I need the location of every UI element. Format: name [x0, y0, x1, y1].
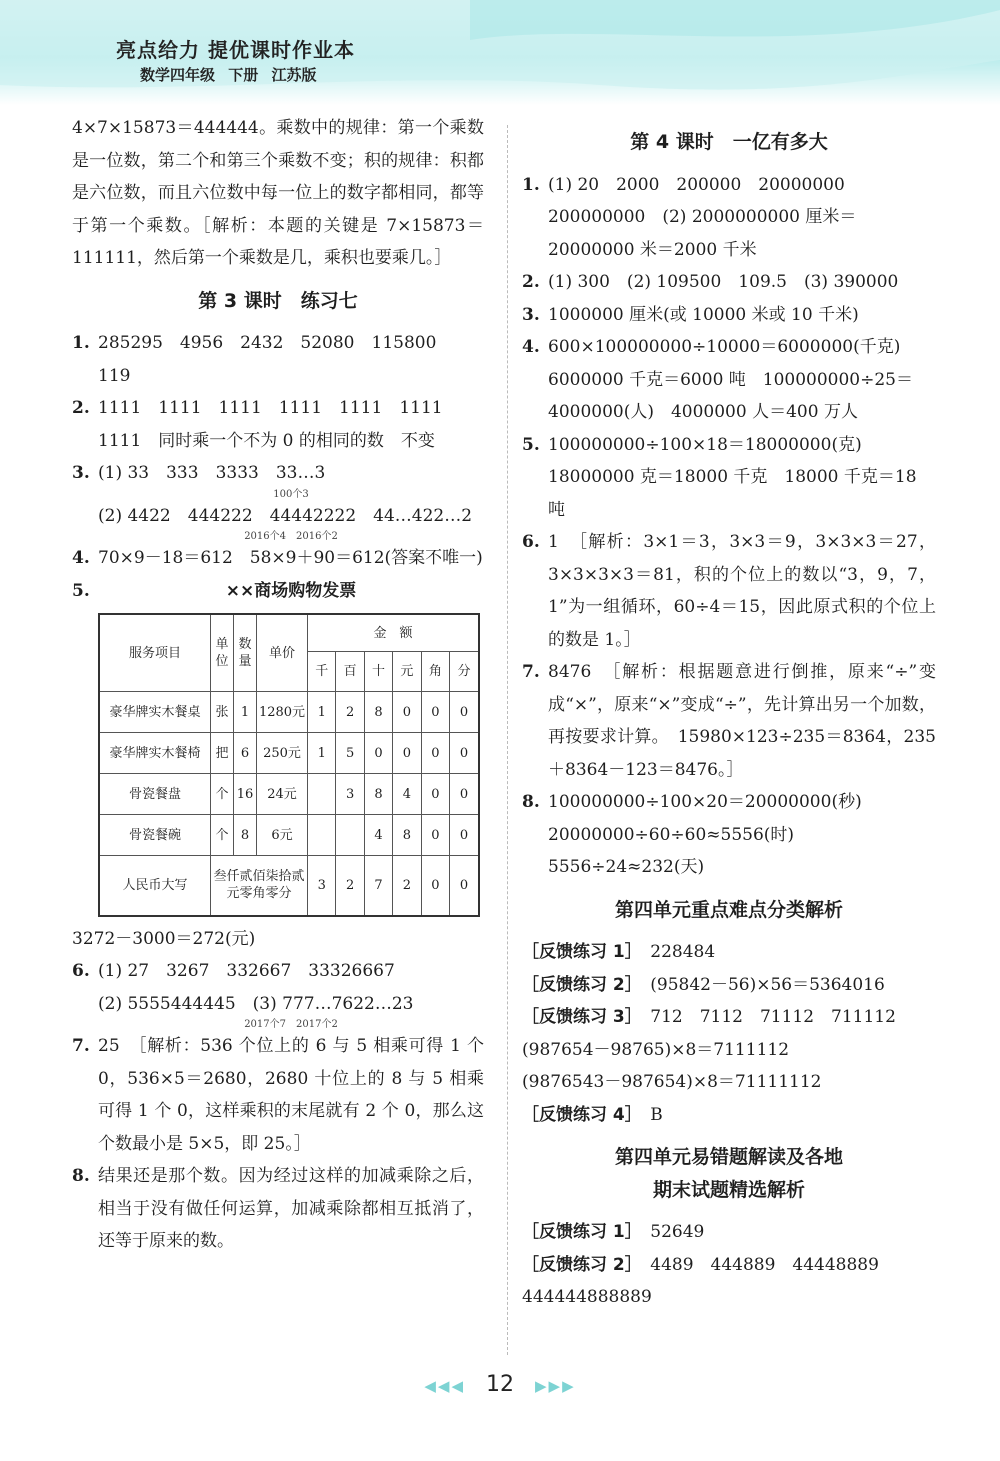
question-6	[522, 526, 936, 656]
cell-unit: 个	[211, 774, 234, 815]
header-item: 服务项目	[99, 614, 211, 692]
question-8	[522, 786, 936, 884]
cell-item: 豪华牌实木餐桌	[99, 692, 211, 733]
table-row	[99, 692, 479, 733]
feedback-tag: ［反馈练习 1］	[522, 942, 634, 962]
question-number: 2.	[522, 272, 540, 292]
error-analysis-heading: 第四单元易错题解读及各地	[614, 1146, 843, 1168]
cell-digit: 4	[393, 774, 421, 815]
feedback-line: 444444888889	[522, 1287, 652, 1307]
question-number: 7.	[522, 662, 540, 682]
answer-text: 70×9－18＝612 58×9＋90＝612(答案不唯一)	[98, 548, 483, 568]
question-number: 1.	[522, 174, 540, 195]
answer-part: 100000000÷100×20＝20000000(秒)	[548, 792, 862, 812]
invoice-title: ××商场购物发票	[225, 580, 357, 601]
feedback-item	[522, 1001, 936, 1034]
feedback-tag: ［反馈练习 4］	[522, 1104, 634, 1125]
question-number: 7.	[72, 1036, 90, 1056]
cell-qty: 6	[234, 733, 257, 774]
invoice-calculation: 3272－3000＝272(元)	[72, 928, 256, 949]
cell-digit: 3	[336, 774, 364, 815]
cell-digit: 0	[364, 733, 392, 774]
question-1	[72, 327, 484, 392]
header-amount: 金 额	[308, 614, 480, 652]
column-divider	[507, 125, 508, 1355]
digit-header: 分	[450, 652, 479, 692]
table-row	[99, 733, 479, 774]
error-analysis-heading-2: 期末试题精选解析	[652, 1178, 805, 1201]
cell-digit: 0	[450, 815, 479, 856]
cell-unit: 把	[211, 733, 234, 774]
cell-unit: 个	[211, 815, 234, 856]
header-qty: 数量	[234, 614, 257, 692]
digit-header: 千	[308, 652, 336, 692]
lesson-3-heading: 第 3 课时 练习七	[198, 289, 358, 312]
cell-qty: 1	[234, 692, 257, 733]
cell-digit: 0	[421, 692, 449, 733]
feedback-answer: 52649	[650, 1222, 705, 1242]
cell-price: 6元	[257, 815, 308, 856]
page-number: 12	[486, 1372, 514, 1397]
answer-text: 600×100000000÷10000＝6000000(千克) 6000000 千克＝6000 吨 100000000÷25＝4000000(人) 4000000 人＝400 万人	[548, 337, 918, 422]
series-title: 亮点给力 提优课时作业本	[116, 38, 355, 62]
brace-note: 2017个7 2017个2	[244, 1019, 338, 1030]
question-7	[72, 1030, 484, 1160]
answer-text	[548, 786, 936, 884]
next-arrows-icon: ▶▶▶	[535, 1377, 576, 1395]
feedback-tag: ［反馈练习 2］	[522, 974, 634, 995]
feedback-item	[522, 936, 936, 969]
cell-digit: 8	[364, 692, 392, 733]
question-number: 3.	[72, 463, 90, 483]
answer-text: 8476 ［解析：根据题意进行倒推，原来“÷”变成“×”，原来“×”变成“÷”，先计算出另一个加数，再按要求计算。 15980×123÷235＝8364，235＋8364－123＝8476。］	[548, 662, 936, 780]
cell-digit: 4	[364, 815, 392, 856]
question-6	[72, 955, 484, 1030]
digit-header: 十	[364, 652, 392, 692]
total-row	[99, 856, 479, 916]
cell-digit	[308, 815, 336, 856]
feedback-tag: ［反馈练习 3］	[522, 1007, 634, 1027]
answer-text: 285295 4956 2432 52080 115800 119	[98, 333, 454, 386]
answer-text	[98, 955, 484, 1030]
cell-digit: 0	[450, 733, 479, 774]
question-7	[522, 656, 936, 786]
cell-digit: 0	[421, 774, 449, 815]
answer-text: 结果还是那个数。因为经过这样的加减乘除之后，相当于没有做任何运算，加减乘除都相互抵消了，还等于原来的数。	[98, 1166, 484, 1251]
page-footer	[0, 1372, 1000, 1397]
question-5	[522, 429, 936, 527]
question-number: 6.	[522, 532, 540, 552]
feedback-answer: 712 7112 71112 711112	[650, 1007, 896, 1027]
cell-digit: 3	[308, 856, 336, 916]
cell-digit: 2	[393, 856, 421, 916]
header-price: 单价	[257, 614, 308, 692]
left-column	[72, 112, 484, 1258]
cell-digit	[336, 815, 364, 856]
cell-digit	[308, 774, 336, 815]
question-3	[72, 457, 484, 542]
feedback-answer: B	[650, 1104, 663, 1125]
answer-text: (1) 300 (2) 109500 109.5 (3) 390000	[548, 272, 899, 292]
cell-digit: 1	[308, 733, 336, 774]
digit-header: 角	[421, 652, 449, 692]
lesson-4-heading: 第 4 课时 一亿有多大	[630, 131, 828, 153]
cell-qty: 8	[234, 815, 257, 856]
answer-part: 20000000÷60÷60≈5556(时)	[548, 824, 795, 845]
cell-item: 骨瓷餐盘	[99, 774, 211, 815]
feedback-item	[522, 1249, 936, 1282]
question-8	[72, 1160, 484, 1258]
answer-text: (1) 20 2000 200000 20000000 200000000 (2) 2000000000 厘米＝20000000 米＝2000 千米	[548, 174, 862, 260]
question-number: 8.	[72, 1166, 90, 1186]
cell-digit: 8	[364, 774, 392, 815]
feedback-item	[522, 1099, 936, 1132]
total-label: 人民币大写	[99, 856, 211, 916]
feedback-item	[522, 1216, 936, 1249]
cell-digit: 2	[336, 856, 364, 916]
question-number: 5.	[522, 434, 540, 455]
cell-digit: 0	[421, 733, 449, 774]
cell-unit: 张	[211, 692, 234, 733]
table-row	[99, 815, 479, 856]
cell-digit: 8	[393, 815, 421, 856]
feedback-answer: (95842－56)×56＝5364016	[650, 974, 885, 995]
cell-digit: 0	[450, 774, 479, 815]
cell-digit: 7	[364, 856, 392, 916]
question-4	[522, 331, 936, 429]
cell-digit: 0	[450, 692, 479, 733]
feedback-answer: 4489 444889 44448889	[650, 1254, 879, 1275]
cell-item: 豪华牌实木餐椅	[99, 733, 211, 774]
feedback-item	[522, 969, 936, 1002]
answer-part: (2) 5555444445 (3) 777…7622…23	[98, 993, 414, 1014]
brace-note: 100个3	[273, 488, 309, 500]
right-column	[522, 126, 936, 1314]
question-number: 2.	[72, 398, 90, 418]
table-row	[99, 774, 479, 815]
book-subtitle: 数学四年级 下册 江苏版	[140, 66, 317, 84]
feedback-answer: 228484	[650, 942, 716, 962]
digit-header: 百	[336, 652, 364, 692]
header-banner	[0, 0, 1000, 105]
cell-price: 24元	[257, 774, 308, 815]
answer-text: 1111 1111 1111 1111 1111 1111 1111 同时乘一个不为 0 的相同的数 不变	[98, 398, 460, 451]
answer-text: 1000000 厘米(或 10000 米或 10 千米)	[548, 304, 859, 325]
feedback-line: (987654－98765)×8＝7111112	[522, 1039, 790, 1060]
question-2	[72, 392, 484, 457]
question-4	[72, 542, 484, 575]
question-number: 5.	[72, 580, 90, 601]
question-number: 1.	[72, 333, 90, 353]
prev-arrows-icon: ◀◀◀	[424, 1377, 465, 1395]
question-number: 6.	[72, 961, 90, 981]
unit-review-heading: 第四单元重点难点分类解析	[614, 898, 843, 921]
feedback-line: (9876543－987654)×8＝71111112	[522, 1072, 822, 1092]
question-3	[522, 299, 936, 332]
question-number: 8.	[522, 792, 540, 812]
answer-text: 25 ［解析：536 个位上的 6 与 5 相乘可得 1 个 0，536×5＝2680，2680 十位上的 8 与 5 相乘可得 1 个 0，这样乘积的末尾就有 2 个 0，那么这个数最小是 5×5，即 25。］	[98, 1036, 484, 1154]
answer-text: 1 ［解析：3×1＝3，3×3＝9，3×3×3＝27，3×3×3×3＝81，积的个位上的数以“3，9，7，1”为一组循环，60÷4＝15，因此原式积的个位上的数是 1。］	[548, 532, 936, 650]
cell-digit: 0	[421, 815, 449, 856]
header-unit: 单位	[211, 614, 234, 692]
question-number: 3.	[522, 304, 540, 325]
intro-paragraph: 4×7×15873＝444444。乘数中的规律：第一个乘数是一位数，第二个和第三个乘数不变；积的规律：积都是六位数，而且六位数中每一位上的数字都相同，都等于第一个乘数。［解析：本题的关键是 7×15873＝111111，然后第一个乘数是几，乘积也要乘几。］	[72, 118, 484, 268]
cell-qty: 16	[234, 774, 257, 815]
cell-digit: 0	[393, 733, 421, 774]
cell-digit: 0	[421, 856, 449, 916]
answer-text: 100000000÷100×18＝18000000(克) 18000000 克＝18000 千克 18000 千克＝18 吨	[548, 434, 917, 520]
question-1	[522, 169, 936, 267]
cell-digit: 5	[336, 733, 364, 774]
digit-header: 元	[393, 652, 421, 692]
cell-digit: 0	[393, 692, 421, 733]
answer-text	[98, 457, 484, 542]
cell-digit: 0	[450, 856, 479, 916]
question-number: 4.	[522, 337, 540, 357]
answer-part: (1) 33 333 3333 33…3	[98, 463, 326, 483]
question-number: 4.	[72, 548, 90, 568]
cell-digit: 1	[308, 692, 336, 733]
question-2	[522, 266, 936, 299]
feedback-tag: ［反馈练习 2］	[522, 1254, 634, 1275]
total-text: 叁仟贰佰柒拾贰元零角零分	[211, 856, 308, 916]
cell-item: 骨瓷餐碗	[99, 815, 211, 856]
brace-note: 2016个4 2016个2	[244, 531, 338, 542]
invoice-table	[98, 613, 480, 917]
feedback-tag: ［反馈练习 1］	[522, 1222, 634, 1242]
answer-part: 5556÷24≈232(天)	[548, 857, 705, 877]
answer-part: (2) 4422 444222 44442222 44…422…2	[98, 505, 473, 526]
cell-price: 1280元	[257, 692, 308, 733]
cell-price: 250元	[257, 733, 308, 774]
cell-digit: 2	[336, 692, 364, 733]
question-5	[72, 575, 484, 608]
answer-part: (1) 27 3267 332667 33326667	[98, 961, 395, 981]
